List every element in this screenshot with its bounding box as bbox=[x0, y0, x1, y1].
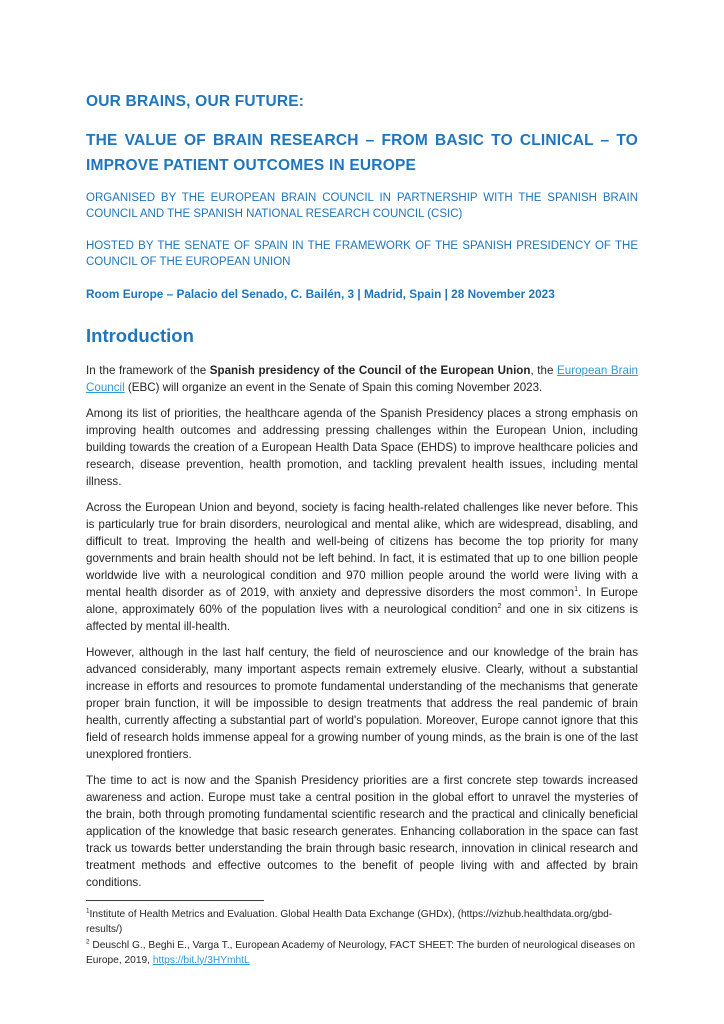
document-body bbox=[86, 325, 638, 891]
text-run: Across the European Union and beyond, society is facing health-related challenges like never before. This is particularly true for brain disorders, neurological and mental alike, which are widespread, disabling, and difficult to treat. Improving the health and well-being of citizens has become the top priority for many governments and brain health should not be left behind. In fact, it is estimated that up to one billion people worldwide live with a neurological condition and 970 million people around the world were living with a mental health disorder as of 2019, with anxiety and depressive disorders the most common bbox=[86, 500, 638, 599]
text-run: Deuschl G., Beghi E., Varga T., European Academy of Neurology, FACT SHEET: The burden of neurological diseases on Europe, 2019, bbox=[86, 939, 636, 966]
footnote-1 bbox=[86, 907, 638, 937]
text-run: Among its list of priorities, the healthcare agenda of the Spanish Presidency places a strong emphasis on improving health outcomes and addressing pressing challenges within the European Union, including building towards the creation of a European Health Data Space (EHDS) to improve healthcare policies and research, disease prevention, health promotion, and tackling prevalent health issues, including mental illness. bbox=[86, 406, 638, 488]
intro-paragraph-5 bbox=[86, 772, 638, 891]
hyperlink[interactable]: European Brain Council bbox=[86, 363, 638, 394]
text-run: , the bbox=[530, 363, 558, 377]
document-pretitle: OUR BRAINS, OUR FUTURE: bbox=[86, 93, 305, 110]
document-title: THE VALUE OF BRAIN RESEARCH – FROM BASIC TO CLINICAL – TO IMPROVE PATIENT OUTCOMES IN EUROPE bbox=[86, 132, 638, 175]
footnote-ref: 1 bbox=[574, 583, 579, 593]
footnote-ref: 2 bbox=[86, 938, 90, 946]
text-run: (EBC) will organize an event in the Senate of Spain this coming November 2023. bbox=[124, 380, 543, 394]
footnote-2 bbox=[86, 938, 638, 968]
footnote-ref: 1 bbox=[86, 907, 90, 915]
text-run: . In Europe alone, approximately 60% of the population lives with a neurological condition bbox=[86, 585, 639, 616]
intro-paragraph-2 bbox=[86, 405, 638, 490]
intro-paragraph-3 bbox=[86, 499, 638, 635]
text-run: In the framework of the bbox=[86, 363, 210, 377]
text-run: The time to act is now and the Spanish Presidency priorities are a first concrete step towards increased awareness and action. Europe must take a central position in the global effort to unravel the mysteries of the brain, both through promoting fundamental scientific research and the practical and clinically beneficial application of the knowledge that basic research generates. Enhancing collaboration in the space can fast track us towards better understanding the brain through basic research, innovation in clinical research and treatment methods and effective outcomes to the benefit of people living with and affected by brain conditions. bbox=[86, 773, 638, 889]
bold-text: Spanish presidency of the Council of the European Union bbox=[209, 363, 531, 377]
footnote-separator bbox=[86, 900, 264, 901]
text-run: Institute of Health Metrics and Evaluation. Global Health Data Exchange (GHDx), (https://vizhub.healthdata.org/gbd-results/) bbox=[86, 908, 613, 935]
footnotes-section bbox=[86, 900, 638, 968]
document-header bbox=[86, 93, 638, 301]
text-run: and one in six citizens is affected by mental ill-health. bbox=[86, 602, 638, 633]
introduction-heading: Introduction bbox=[86, 324, 194, 346]
host-line: HOSTED BY THE SENATE OF SPAIN IN THE FRAMEWORK OF THE SPANISH PRESIDENCY OF THE COUNCIL OF THE EUROPEAN UNION bbox=[86, 239, 638, 268]
text-run: However, although in the last half century, the field of neuroscience and our knowledge of the brain has advanced considerably, many important aspects remain extremely elusive. Clearly, without a substantial increase in efforts and resources to promote fundamental understanding of the mechanisms that generate proper brain function, it will be impossible to design treatments that address the real pandemic of brain health, currently affecting a substantial part of world's population. Moreover, Europe cannot ignore that this field of research holds immense appeal for a growing number of young minds, as the brain is one of the last unexplored frontiers. bbox=[86, 645, 638, 761]
intro-paragraph-4 bbox=[86, 644, 638, 763]
venue-date-line: Room Europe – Palacio del Senado, C. Bailén, 3 | Madrid, Spain | 28 November 2023 bbox=[86, 286, 555, 301]
footnote-ref: 2 bbox=[497, 600, 502, 610]
intro-paragraph-1 bbox=[86, 362, 638, 396]
organiser-line: ORGANISED BY THE EUROPEAN BRAIN COUNCIL IN PARTNERSHIP WITH THE SPANISH BRAIN COUNCIL AND THE SPANISH NATIONAL RESEARCH COUNCIL (CSIC) bbox=[86, 192, 638, 221]
hyperlink[interactable]: https://bit.ly/3HYmhtL bbox=[152, 954, 250, 966]
